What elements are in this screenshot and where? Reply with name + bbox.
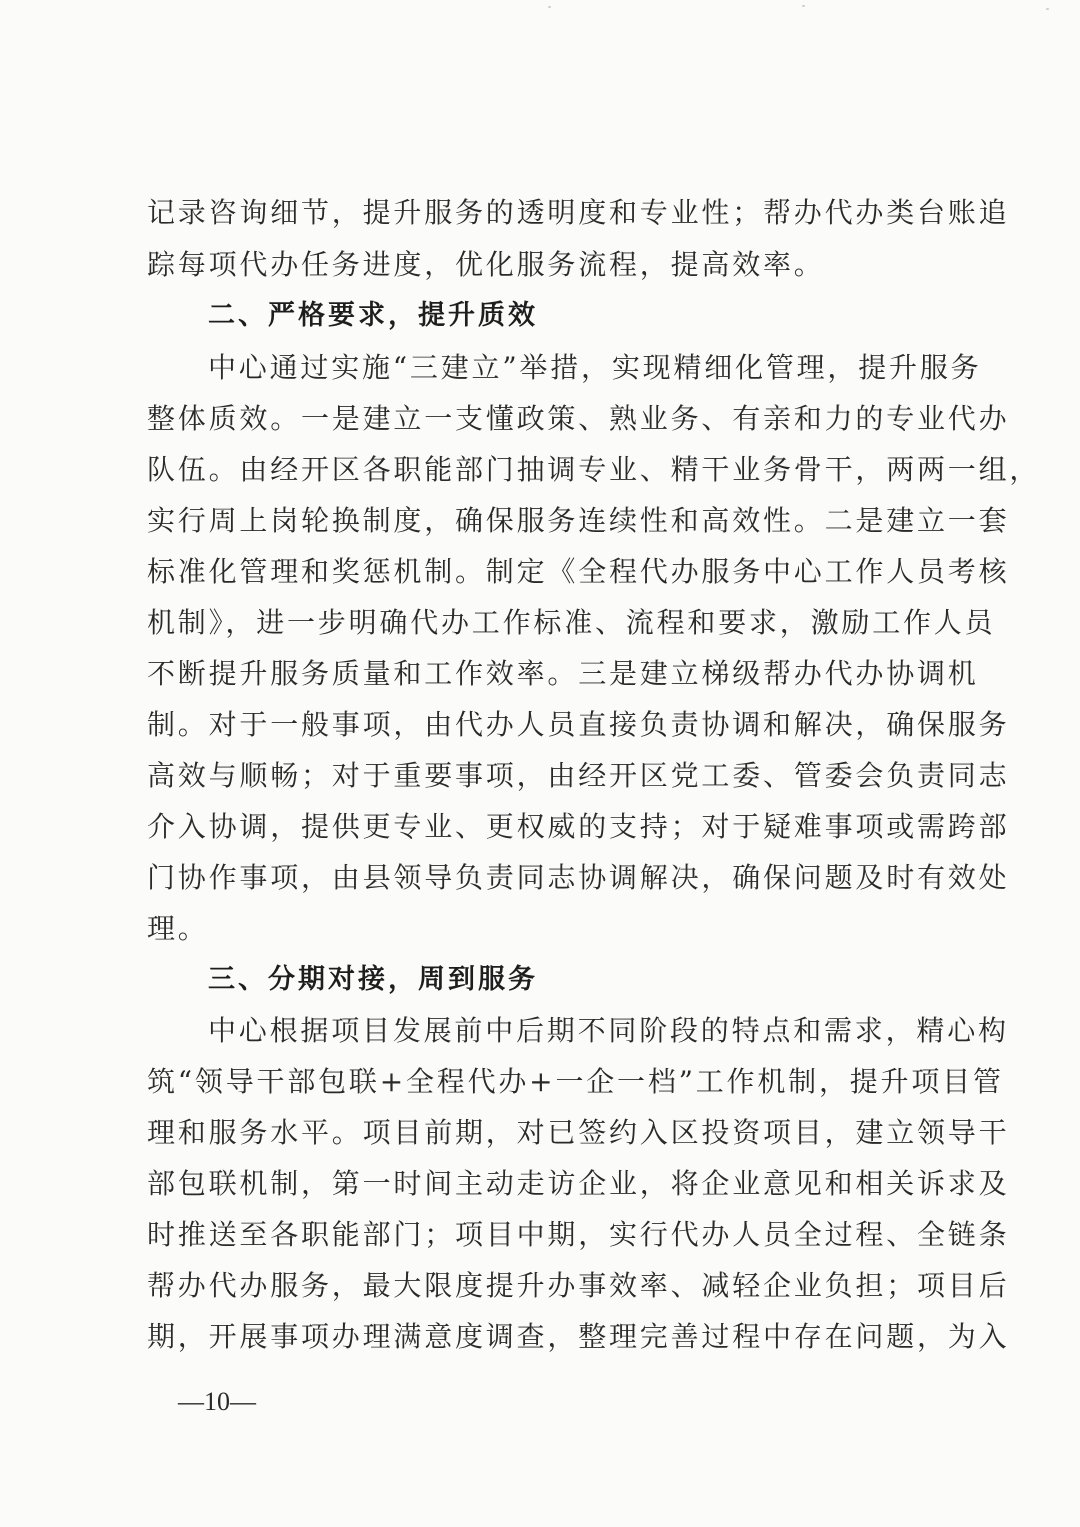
scan-speck <box>548 6 551 8</box>
body-line: 制。对于一般事项，由代办人员直接负责协调和解决，确保服务 <box>147 708 1010 741</box>
body-line: 期，开展事项办理满意度调查，整理完善过程中存在问题，为入 <box>147 1320 1010 1353</box>
body-line: 帮办代办服务，最大限度提升办事效率、减轻企业负担；项目后 <box>147 1269 1010 1302</box>
body-line: 踪每项代办任务进度，优化服务流程，提高效率。 <box>147 248 825 281</box>
section-heading: 三、分期对接，周到服务 <box>208 964 538 995</box>
body-line: 整体质效。一是建立一支懂政策、熟业务、有亲和力的专业代办 <box>147 402 1010 435</box>
body-line: 筑“领导干部包联+全程代办+一企一档”工作机制，提升项目管 <box>147 1065 1004 1098</box>
page-number: —10— <box>178 1387 256 1416</box>
body-line: 记录咨询细节，提升服务的透明度和专业性；帮办代办类台账追 <box>147 196 1010 229</box>
body-line: 队伍。由经开区各职能部门抽调专业、精干业务骨干，两两一组， <box>147 453 1041 486</box>
scan-speck <box>802 5 805 7</box>
body-line: 实行周上岗轮换制度，确保服务连续性和高效性。二是建立一套 <box>147 504 1010 537</box>
body-line: 介入协调，提供更专业、更权威的支持；对于疑难事项或需跨部 <box>147 810 1010 843</box>
body-line: 理和服务水平。项目前期，对已签约入区投资项目，建立领导干 <box>147 1116 1010 1149</box>
body-line: 机制》，进一步明确代办工作标准、流程和要求，激励工作人员 <box>147 606 996 639</box>
scan-speck <box>1046 8 1049 10</box>
section-heading: 二、严格要求，提升质效 <box>208 300 538 331</box>
body-line: 不断提升服务质量和工作效率。三是建立梯级帮办代办协调机 <box>147 657 979 690</box>
body-line: 高效与顺畅；对于重要事项，由经开区党工委、管委会负责同志 <box>147 759 1010 792</box>
body-line: 中心通过实施“三建立”举措，实现精细化管理，提升服务 <box>208 351 982 384</box>
body-line: 部包联机制，第一时间主动走访企业，将企业意见和相关诉求及 <box>147 1167 1010 1200</box>
body-line: 中心根据项目发展前中后期不同阶段的特点和需求，精心构 <box>208 1014 1009 1047</box>
body-line: 时推送至各职能部门；项目中期，实行代办人员全过程、全链条 <box>147 1218 1010 1251</box>
body-line: 理。 <box>147 912 209 945</box>
body-line: 门协作事项，由县领导负责同志协调解决，确保问题及时有效处 <box>147 861 1010 894</box>
body-line: 标准化管理和奖惩机制。制定《全程代办服务中心工作人员考核 <box>147 555 1010 588</box>
